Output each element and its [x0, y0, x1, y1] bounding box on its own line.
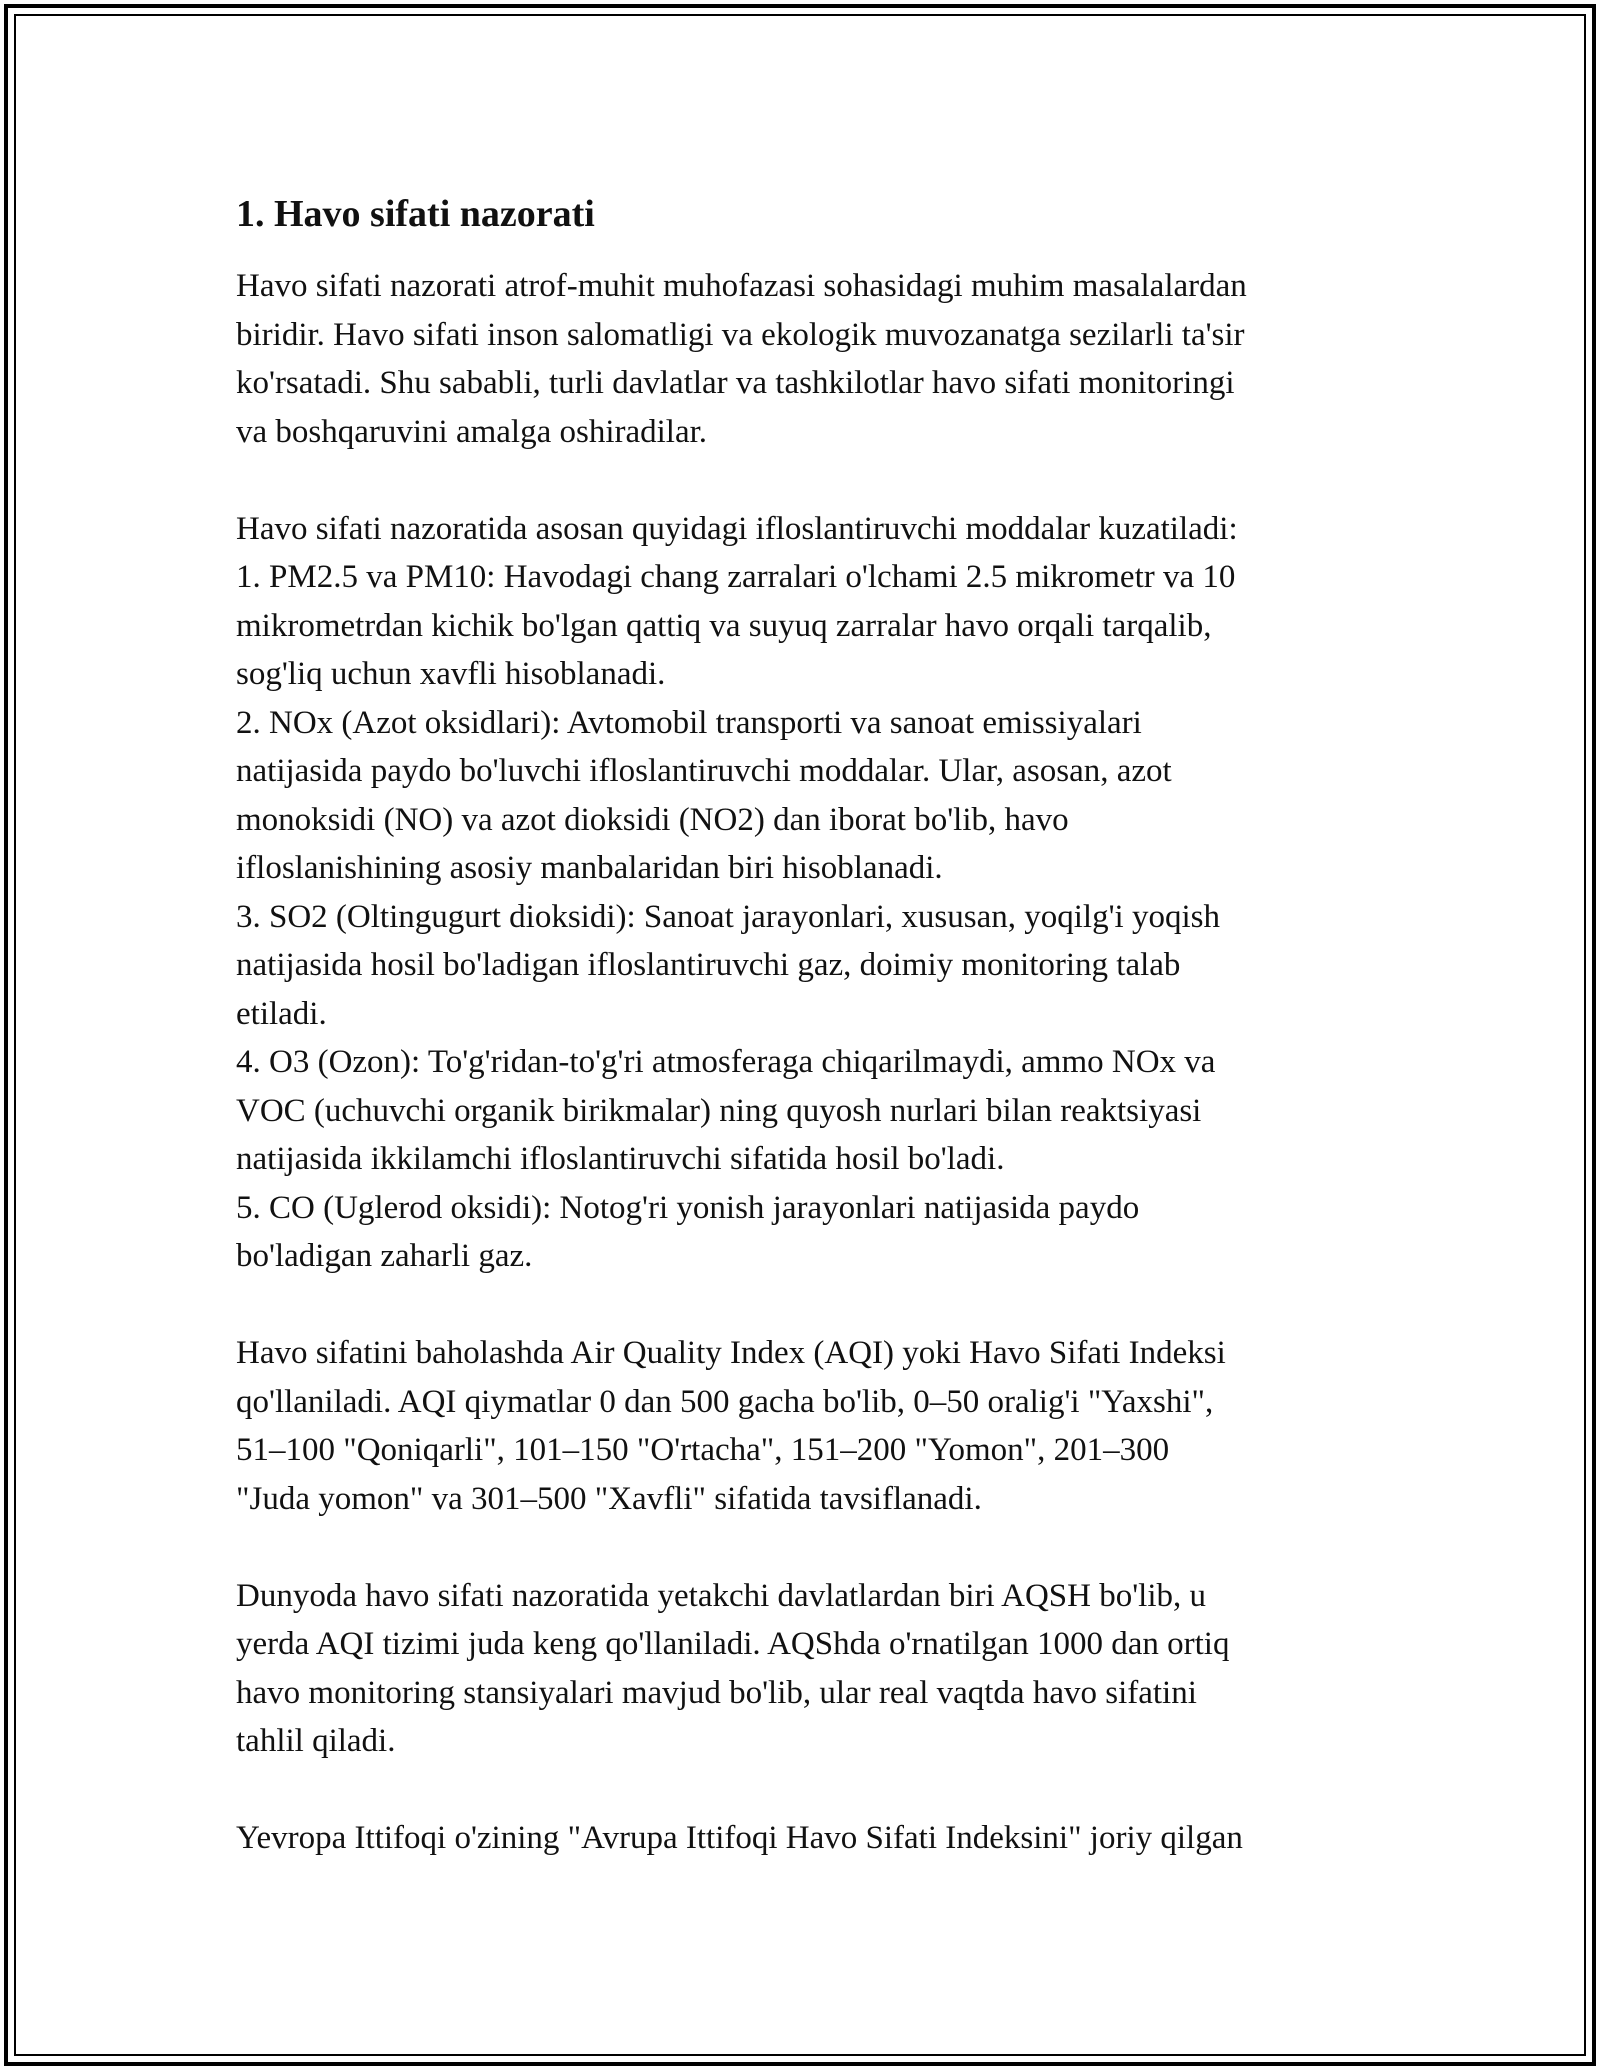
paragraph-usa	[236, 1572, 1376, 1766]
text-line: 51–100 "Qoniqarli", 101–150 "O'rtacha", 151–200 "Yomon", 201–300	[236, 1432, 1170, 1468]
text-line: yerda AQI tizimi juda keng qo'llaniladi. AQShda o'rnatilgan 1000 dan ortiq	[236, 1626, 1230, 1662]
text-line: Havo sifati nazorati atrof-muhit muhofazasi sohasidagi muhim masalalardan	[236, 268, 1247, 304]
text-line: Havo sifatini baholashda Air Quality Index (AQI) yoki Havo Sifati Indeksi	[236, 1335, 1226, 1371]
paragraph-aqi	[236, 1329, 1376, 1523]
text-line: natijasida ikkilamchi ifloslantiruvchi sifatida hosil bo'ladi.	[236, 1141, 1005, 1177]
text-line: VOC (uchuvchi organik birikmalar) ning quyosh nurlari bilan reaktsiyasi	[236, 1092, 1202, 1129]
text-line: 1. PM2.5 va PM10: Havodagi chang zarralari o'lchami 2.5 mikrometr va 10	[236, 559, 1236, 595]
text-line: 3. SO2 (Oltingugurt dioksidi): Sanoat jarayonlari, xususan, yoqilg'i yoqish	[236, 898, 1220, 935]
text-line: etiladi.	[236, 995, 327, 1032]
text-line: "Juda yomon" va 301–500 "Xavfli" sifatida tavsiflanadi.	[236, 1480, 982, 1517]
text-line: mikrometrdan kichik bo'lgan qattiq va suyuq zarralar havo orqali tarqalib,	[236, 607, 1212, 644]
section-heading: 1. Havo sifati nazorati	[236, 193, 595, 235]
text-line: 4. O3 (Ozon): To'g'ridan-to'g'ri atmosferaga chiqarilmaydi, ammo NOx va	[236, 1044, 1216, 1080]
text-line: ifloslanishining asosiy manbalaridan biri hisoblanadi.	[236, 850, 943, 886]
text-line: monoksidi (NO) va azot dioksidi (NO2) dan iborat bo'lib, havo	[236, 801, 1069, 838]
text-line: tahlil qiladi.	[236, 1723, 396, 1759]
text-line: sog'liq uchun xavfli hisoblanadi.	[236, 656, 666, 692]
text-line: 5. CO (Uglerod oksidi): Notog'ri yonish jarayonlari natijasida paydo	[236, 1189, 1140, 1226]
text-line: 2. NOx (Azot oksidlari): Avtomobil transporti va sanoat emissiyalari	[236, 704, 1142, 741]
text-line: Yevropa Ittifoqi o'zining "Avrupa Ittifoqi Havo Sifati Indeksini" joriy qilgan	[236, 1820, 1243, 1856]
text-line: natijasida paydo bo'luvchi ifloslantiruvchi moddalar. Ular, asosan, azot	[236, 753, 1172, 789]
paragraph-eu	[236, 1814, 1376, 1863]
text-line: Dunyoda havo sifati nazoratida yetakchi davlatlardan biri AQSH bo'lib, u	[236, 1577, 1207, 1614]
text-line: biridir. Havo sifati inson salomatligi va ekologik muvozanatga sezilarli ta'sir	[236, 316, 1245, 353]
text-line: bo'ladigan zaharli gaz.	[236, 1238, 533, 1274]
text-line: havo monitoring stansiyalari mavjud bo'lib, ular real vaqtda havo sifatini	[236, 1674, 1197, 1711]
document-body	[236, 186, 1376, 1911]
text-line: natijasida hosil bo'ladigan ifloslantiruvchi gaz, doimiy monitoring talab	[236, 947, 1181, 983]
paragraph-intro	[236, 262, 1376, 456]
paragraph-pollutants	[236, 505, 1376, 1281]
text-line: ko'rsatadi. Shu sababli, turli davlatlar va tashkilotlar havo sifati monitoringi	[236, 365, 1235, 401]
text-line: Havo sifati nazoratida asosan quyidagi ifloslantiruvchi moddalar kuzatiladi:	[236, 510, 1238, 547]
text-line: qo'llaniladi. AQI qiymatlar 0 dan 500 gacha bo'lib, 0–50 oralig'i "Yaxshi",	[236, 1383, 1214, 1420]
text-line: va boshqaruvini amalga oshiradilar.	[236, 413, 708, 450]
